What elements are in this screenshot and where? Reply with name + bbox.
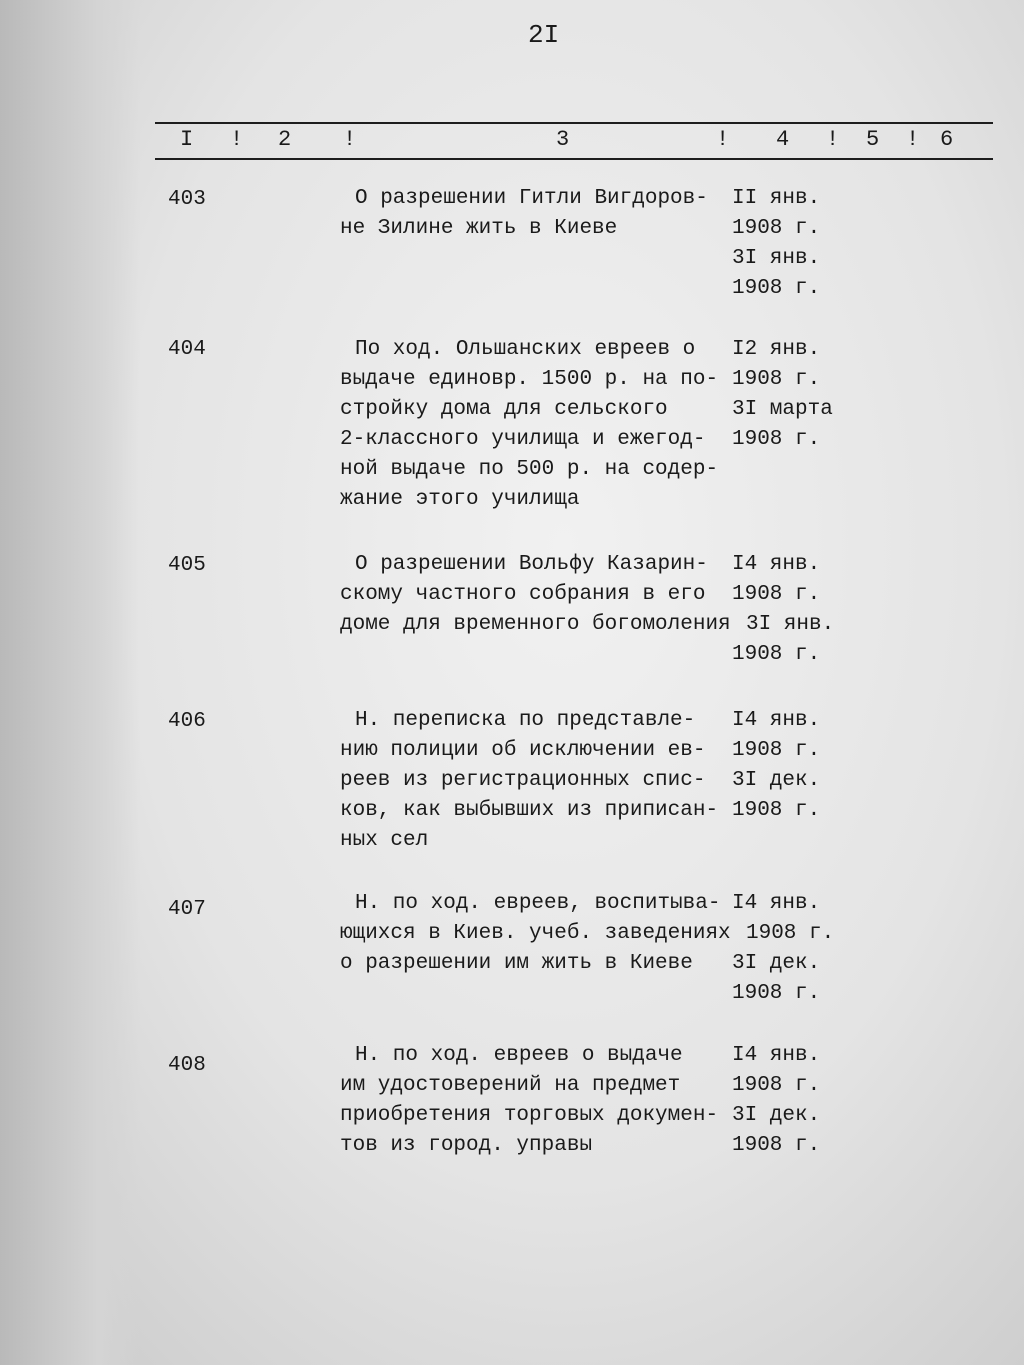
column-separator: ! [826,127,840,152]
header-bottom-rule [155,158,993,160]
date-line: 3I янв. [732,247,821,270]
column-header-4: 4 [776,127,790,152]
column-separator: ! [906,127,920,152]
date-line: 1908 г. [732,368,821,391]
header-top-rule [155,122,993,124]
description-line: По ход. Ольшанских евреев о [355,338,696,361]
record-number: 406 [168,710,206,733]
date-line: I4 янв. [732,553,821,576]
date-line: 1908 г. [732,799,821,822]
description-line: ной выдаче по 500 р. на содер- [340,458,719,481]
date-line: I2 янв. [732,338,821,361]
description-line: Н. по ход. евреев о выдаче [355,1044,683,1067]
description-line: 2-классного училища и ежегод- [340,428,706,451]
description-line: ных сел [340,829,429,852]
description-line: нию полиции об исключении ев- [340,739,706,762]
column-header-5: 5 [866,127,880,152]
column-header-3: 3 [556,127,570,152]
description-line: тов из город. управы [340,1134,593,1157]
record-description [340,550,755,640]
record-number: 408 [168,1054,206,1077]
record-number: 404 [168,338,206,361]
date-line: I4 янв. [732,709,821,732]
description-line: доме для временного богомоления [340,613,731,636]
date-line: 1908 г. [732,1074,821,1097]
date-line: 3I марта [732,398,833,421]
description-line: Н. по ход. евреев, воспитыва- [355,892,721,915]
description-line: Н. переписка по представле- [355,709,696,732]
column-header-6: 6 [940,127,954,152]
description-line: выдаче единовр. 1500 р. на по- [340,368,719,391]
description-line: им удостоверений на предмет [340,1074,681,1097]
description-line: жание этого училища [340,488,580,511]
date-line: 3I дек. [732,1104,821,1127]
description-line: приобретения торговых докумен- [340,1104,719,1127]
description-line: не Зилине жить в Киеве [340,217,618,240]
record-dates [732,184,820,304]
description-line: ющихся в Киев. учеб. заведениях [340,922,731,945]
description-line: скому частного собрания в его [340,583,706,606]
record-dates [732,889,834,1009]
description-line: О разрешении Гитли Вигдоров- [355,187,708,210]
record-dates [732,335,833,455]
date-line: 3I дек. [732,769,821,792]
date-line: II янв. [732,187,821,210]
record-dates [732,550,834,670]
record-number: 405 [168,554,206,577]
record-description [340,1041,755,1161]
column-header-2: 2 [278,127,292,152]
page-edge-shadow [0,0,140,1365]
date-line: 1908 г. [732,277,821,300]
description-line: реев из регистрационных спис- [340,769,706,792]
date-line: I4 янв. [732,1044,821,1067]
column-separator: ! [716,127,730,152]
description-line: стройку дома для сельского [340,398,668,421]
date-line: I4 янв. [732,892,821,915]
record-description [340,184,755,244]
page-number: 2I [528,20,560,50]
date-line: 1908 г. [732,583,821,606]
date-line: 1908 г. [746,922,835,945]
record-dates [732,706,820,826]
record-description [340,889,755,979]
record-number: 407 [168,898,206,921]
date-line: 1908 г. [732,739,821,762]
date-line: 1908 г. [732,643,821,666]
date-line: 1908 г. [732,217,821,240]
column-separator: ! [343,127,357,152]
date-line: 1908 г. [732,1134,821,1157]
record-dates [732,1041,820,1161]
record-number: 403 [168,188,206,211]
date-line: 3I дек. [732,952,821,975]
record-description [340,335,755,515]
description-line: о разрешении им жить в Киеве [340,952,693,975]
record-description [340,706,755,856]
column-separator: ! [230,127,244,152]
description-line: ков, как выбывших из приписан- [340,799,719,822]
date-line: 1908 г. [732,982,821,1005]
column-header-1: I [180,127,194,152]
description-line: О разрешении Вольфу Казарин- [355,553,708,576]
date-line: 1908 г. [732,428,821,451]
date-line: 3I янв. [746,613,835,636]
